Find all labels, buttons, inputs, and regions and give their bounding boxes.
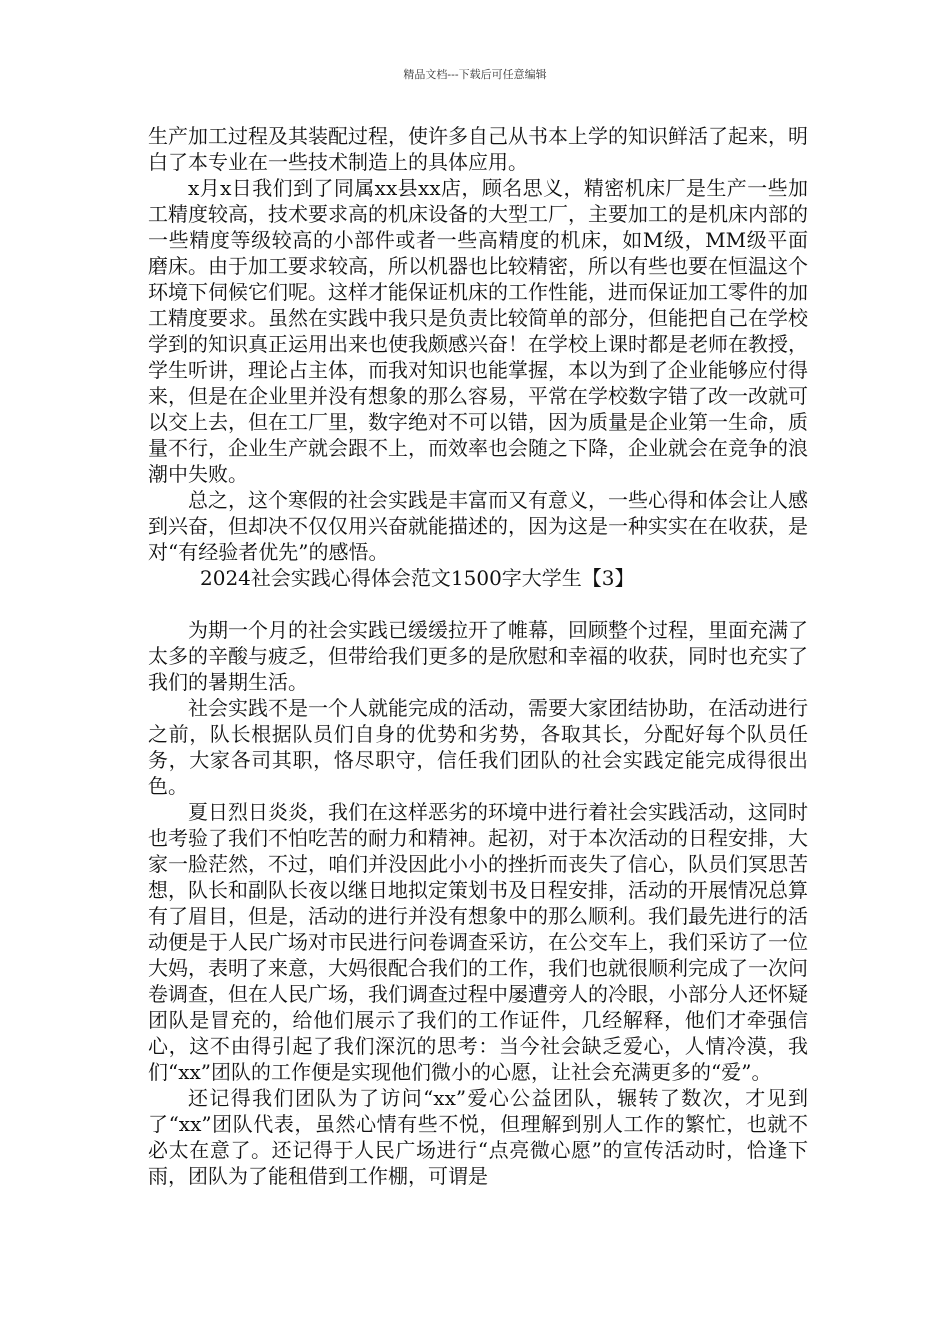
paragraph-summer-activity: 夏日烈日炎炎，我们在这样恶劣的环境中进行着社会实践活动，这同时也考验了我们不怕吃苦的耐力和精神。起初，对于本次活动的日程安排，大家一脸茫然，不过，咱们并没因此小小的挫折而丧失了信心，队员们冥思苦想，队长和副队长夜以继日地拟定策划书及日程安排，活动的开展情况总算有了眉目，但是，活动的进行并没有想象中的那么顺利。我们最先进行的活动便是于人民广场对市民进行问卷调查采访，在公交车上，我们采访了一位大妈，表明了来意，大妈很配合我们的工作，我们也就很顺利完成了一次问卷调查，但在人民广场，我们调查过程中屡遭旁人的冷眼，小部分人还怀疑团队是冒充的，给他们展示了我们的工作证件，几经解释，他们才牵强信心，这不由得引起了我们深沉的思考：当今社会缺乏爱心，人情冷漠，我们“xx”团队的工作便是实现他们微小的心愿，让社会充满更多的“爱”。 — [148, 800, 808, 1084]
paragraph-teamwork: 社会实践不是一个人就能完成的活动，需要大家团结协助，在活动进行之前，队长根据队员们自身的优势和劣势，各取其长，分配好每个队员任务，大家各司其职，恪尽职守，信任我们团队的社会实践定能完成得很出色。 — [148, 696, 808, 798]
paragraph-intro: 为期一个月的社会实践已缓缓拉开了帷幕，回顾整个过程，里面充满了太多的辛酸与疲乏，但带给我们更多的是欣慰和幸福的收获，同时也充实了我们的暑期生活。 — [148, 618, 808, 694]
paragraph-machine-factory: x月x日我们到了同属xx县xx店，顾名思义，精密机床厂是生产一些加工精度较高，技术要求高的机床设备的大型工厂，主要加工的是机床内部的一些精度等级较高的小部件或者一些高精度的机床，如M级，MM级平面磨床。由于加工要求较高，所以机器也比较精密，所以有些也要在恒温这个环境下伺候它们呢。这样才能保证机床的工作性能，进而保证加工零件的加工精度要求。虽然在实践中我只是负责比较简单的部分，但能把自己在学校学到的知识真正运用出来也使我颇感兴奋！在学校上课时都是老师在教授，学生听讲，理论占主体，而我对知识也能掌握，本以为到了企业能够应付得来，但是在企业里并没有想象的那么容易，平常在学校数字错了改一改就可以交上去，但在工厂里，数字绝对不可以错，因为质量是企业第一生命，质量不行，企业生产就会跟不上，而效率也会随之下降，企业就会在竞争的浪潮中失败。 — [148, 176, 808, 486]
document-body — [148, 123, 808, 1189]
paragraph-continued: 生产加工过程及其装配过程，使许多自己从书本上学的知识鲜活了起来，明白了本专业在一些技术制造上的具体应用。 — [148, 124, 808, 174]
page-header: 精品文档---下载后可任意编辑 — [403, 68, 547, 81]
section-heading: 2024社会实践心得体会范文1500字大学生【3】 — [200, 566, 635, 590]
blank-line — [148, 591, 808, 617]
paragraph-charity-visit: 还记得我们团队为了访问“xx”爱心公益团队，辗转了数次，才见到了“xx”团队代表，虽然心情有些不悦，但理解到别人工作的繁忙，也就不必太在意了。还记得于人民广场进行“点亮微心愿”的宣传活动时，恰逢下雨，团队为了能租借到工作棚，可谓是 — [148, 1086, 808, 1188]
paragraph-summary: 总之，这个寒假的社会实践是丰富而又有意义，一些心得和体会让人感到兴奋，但却决不仅仅用兴奋就能描述的，因为这是一种实实在在收获，是对“有经验者优先”的感悟。 — [148, 488, 808, 564]
